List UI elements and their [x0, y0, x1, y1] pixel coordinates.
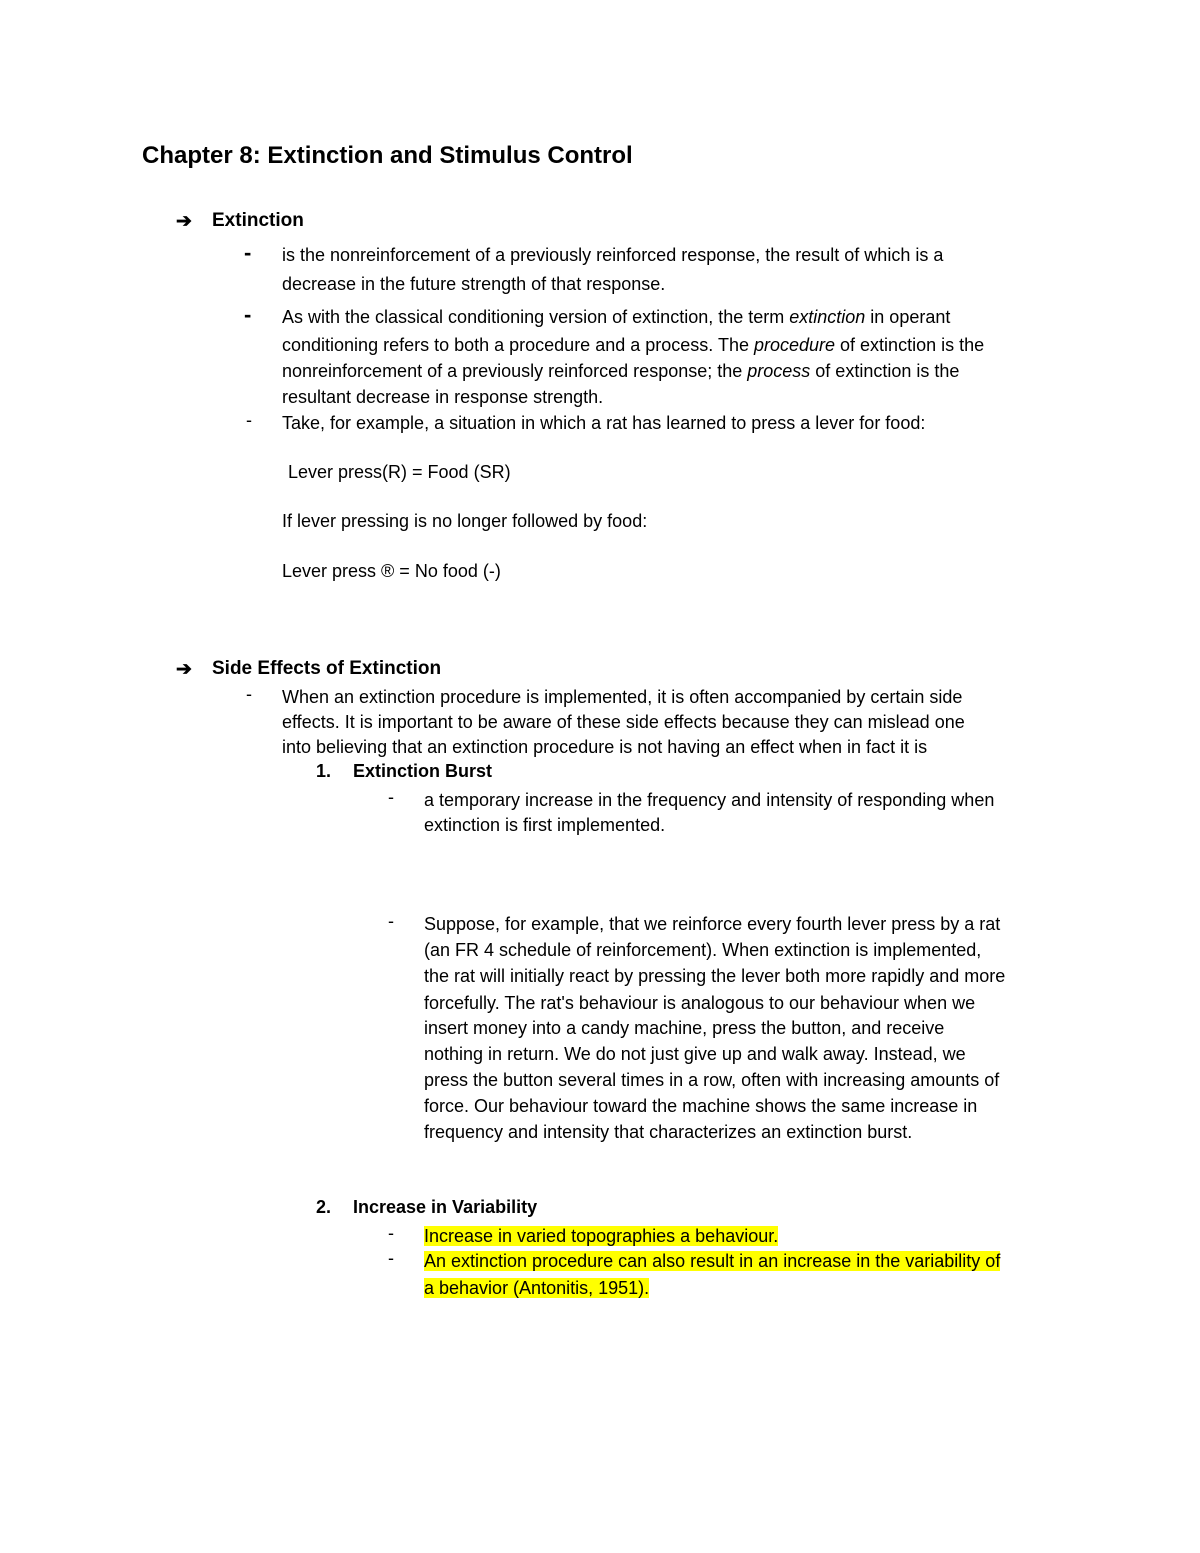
- list-number: 1.: [316, 761, 332, 781]
- paragraph-line: a temporary increase in the frequency and intensity of responding when: [424, 790, 995, 810]
- example-text: If lever pressing is no longer followed by food:: [282, 511, 648, 531]
- paragraph-line: forcefully. The rat's behaviour is analogous to our behaviour when we: [424, 993, 976, 1013]
- highlighted-line: [424, 1248, 1000, 1274]
- paragraph-line: is the nonreinforcement of a previously reinforced response, the result of which is a: [282, 245, 944, 265]
- paragraph-line: resultant decrease in response strength.: [282, 387, 604, 407]
- list-heading-increase-variability: Increase in Variability: [353, 1197, 538, 1217]
- dash-bullet: -: [388, 911, 394, 931]
- paragraph-line: (an FR 4 schedule of reinforcement). When extinction is implemented,: [424, 940, 982, 960]
- dash-bullet: -: [388, 787, 394, 807]
- paragraph-line: When an extinction procedure is implemented, it is often accompanied by certain side: [282, 687, 963, 707]
- list-number: 2.: [316, 1197, 332, 1217]
- example-equation: Lever press(R) = Food (SR): [288, 462, 511, 482]
- paragraph-line: frequency and intensity that characterizes an extinction burst.: [424, 1122, 913, 1142]
- paragraph-line: Take, for example, a situation in which a rat has learned to press a lever for food:: [282, 413, 926, 433]
- paragraph-line: nothing in return. We do not just give up and walk away. Instead, we: [424, 1044, 966, 1064]
- paragraph-line: extinction is first implemented.: [424, 815, 666, 835]
- paragraph-line: into believing that an extinction procedure is not having an effect when in fact it is: [282, 737, 928, 757]
- emphasis-term: extinction: [789, 307, 866, 327]
- emphasis-term: process: [747, 361, 811, 381]
- paragraph-line: effects. It is important to be aware of these side effects because they can mislead one: [282, 712, 965, 732]
- paragraph-line: Suppose, for example, that we reinforce every fourth lever press by a rat: [424, 914, 1001, 934]
- paragraph-line: force. Our behaviour toward the machine shows the same increase in: [424, 1096, 978, 1116]
- paragraph-line: As with the classical conditioning version of extinction, the term extinction in operant: [282, 307, 951, 327]
- arrow-bullet-icon: ➔: [176, 659, 192, 680]
- emphasis-term: procedure: [753, 335, 836, 355]
- arrow-bullet-icon: ➔: [176, 211, 192, 232]
- dash-bullet: -: [246, 684, 252, 704]
- section-heading-side-effects: Side Effects of Extinction: [212, 658, 442, 679]
- dash-bullet: -: [388, 1248, 394, 1268]
- dash-bullet: -: [244, 302, 252, 327]
- highlighted-line: [424, 1223, 778, 1249]
- highlight: Increase in varied topographies a behaviour.: [424, 1226, 779, 1246]
- paragraph-line: press the button several times in a row, often with increasing amounts of: [424, 1070, 1000, 1090]
- example-equation: Lever press ® = No food (-): [282, 561, 501, 581]
- highlighted-line: [424, 1275, 649, 1301]
- paragraph-line: nonreinforcement of a previously reinforced response; the process of extinction is the: [282, 361, 960, 381]
- paragraph-line: decrease in the future strength of that response.: [282, 274, 666, 294]
- dash-bullet: -: [388, 1223, 394, 1243]
- document-title: Chapter 8: Extinction and Stimulus Control: [142, 142, 633, 169]
- highlight: a behavior (Antonitis, 1951).: [424, 1278, 650, 1298]
- list-heading-extinction-burst: Extinction Burst: [353, 761, 493, 781]
- section-heading-extinction: Extinction: [212, 210, 304, 231]
- paragraph-line: conditioning refers to both a procedure and a process. The procedure of extinction is the: [282, 335, 985, 355]
- dash-bullet: -: [244, 240, 252, 265]
- paragraph-line: insert money into a candy machine, press the button, and receive: [424, 1018, 945, 1038]
- paragraph-line: the rat will initially react by pressing the lever both more rapidly and more: [424, 966, 1006, 986]
- dash-bullet: -: [246, 410, 252, 430]
- highlight: An extinction procedure can also result in an increase in the variability of: [424, 1251, 1001, 1271]
